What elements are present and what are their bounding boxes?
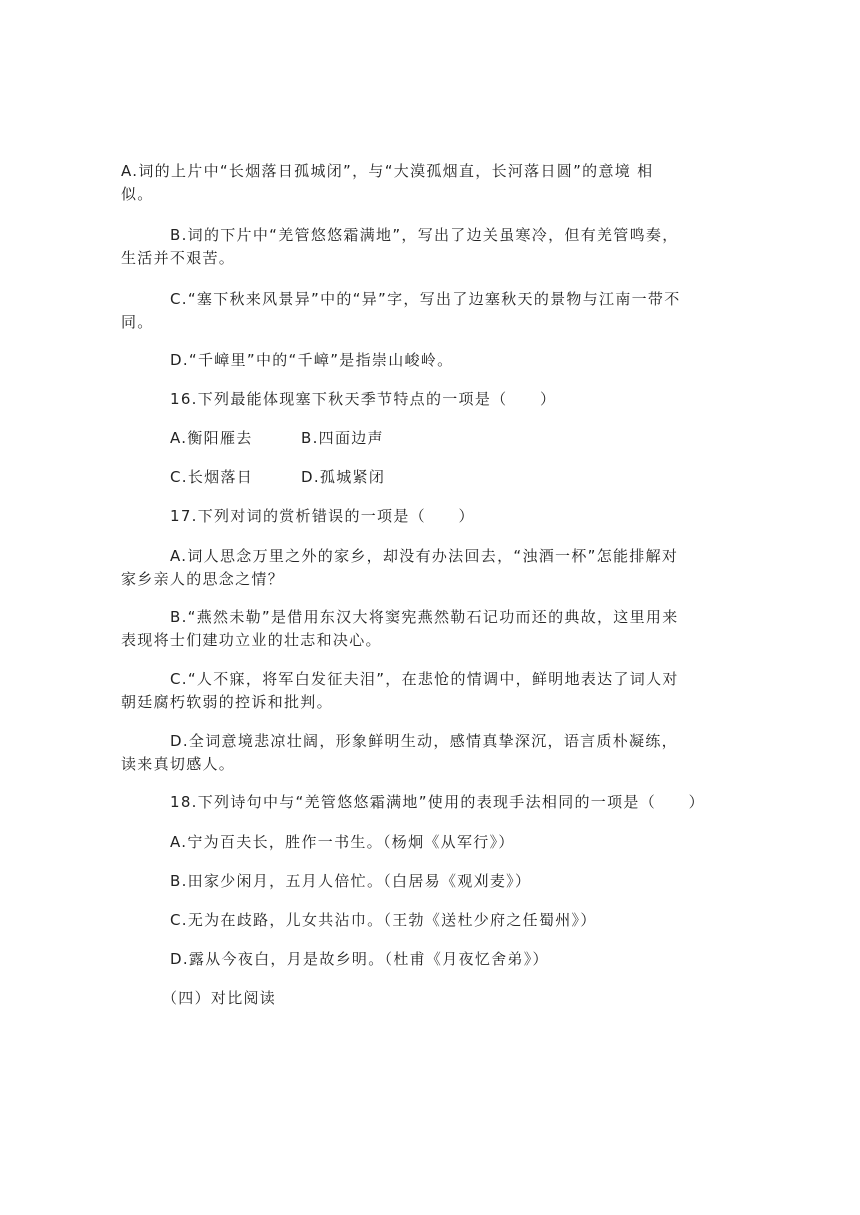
q18-option-d: D.露从今夜白，月是故乡明。（杜甫《月夜忆舍弟》） <box>170 950 549 968</box>
q17-option-d-line1: D.全词意境悲凉壮阔，形象鲜明生动，感情真挚深沉，语言质朴凝练， <box>170 732 678 750</box>
q15-option-c-line2: 同。 <box>121 313 154 331</box>
q17-option-b-line1: B.“燕然未勒”是借用东汉大将窦宪燕然勒石记功而还的典故，这里用来 <box>170 608 679 626</box>
q16-option-b: B.四面边声 <box>301 429 384 447</box>
q16-option-a: A.衡阳雁去 <box>170 429 253 447</box>
q18-stem: 18.下列诗句中与“羌管悠悠霜满地”使用的表现手法相同的一项是（ ） <box>170 793 705 811</box>
q15-option-b-line2: 生活并不艰苦。 <box>121 249 236 267</box>
q17-option-a-line2: 家乡亲人的思念之情？ <box>121 570 285 588</box>
q15-option-d-line1: D.“千嶂里”中的“千嶂”是指崇山峻岭。 <box>170 351 454 369</box>
q18-option-c: C.无为在歧路，儿女共沾巾。（王勃《送杜少府之任蜀州》） <box>170 911 597 929</box>
q18-option-b: B.田家少闲月，五月人倍忙。（白居易《观刈麦》） <box>170 872 532 890</box>
q17-option-b-line2: 表现将士们建功立业的壮志和决心。 <box>121 631 382 649</box>
q17-stem: 17.下列对词的赏析错误的一项是（ ） <box>170 507 475 525</box>
section-heading: （四）对比阅读 <box>162 989 277 1007</box>
q15-option-b-line1: B.词的下片中“羌管悠悠霜满地”，写出了边关虽寒冷，但有羌管鸣奏， <box>170 226 679 244</box>
q16-option-d: D.孤城紧闭 <box>301 468 386 486</box>
q17-option-a-line1: A.词人思念万里之外的家乡，却没有办法回去，“浊酒一杯”怎能排解对 <box>170 547 679 565</box>
q17-option-c-line2: 朝廷腐朽软弱的控诉和批判。 <box>121 693 333 711</box>
q16-option-c: C.长烟落日 <box>170 468 254 486</box>
q18-option-a: A.宁为百夫长，胜作一书生。（杨炯《从军行》） <box>170 833 515 851</box>
q15-option-c-line1: C.“塞下秋来风景异”中的“异”字，写出了边塞秋天的景物与江南一带不 <box>170 290 681 308</box>
q15-option-a-line2: 似。 <box>121 185 154 203</box>
q17-option-d-line2: 读来真切感人。 <box>121 755 236 773</box>
q17-option-c-line1: C.“人不寐，将军白发征夫泪”，在悲怆的情调中，鲜明地表达了词人对 <box>170 670 679 688</box>
q15-option-a-line1: A.词的上片中“长烟落日孤城闭”，与“大漠孤烟直，长河落日圆”的意境 相 <box>121 162 654 180</box>
q16-stem: 16.下列最能体现塞下秋天季节特点的一项是（ ） <box>170 390 557 408</box>
